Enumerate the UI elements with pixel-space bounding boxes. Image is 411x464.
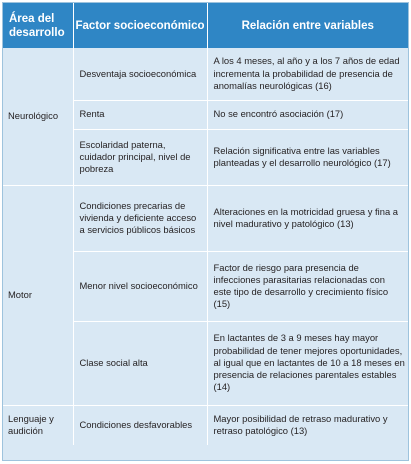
relation-cell: Factor de riesgo para presencia de infecciones parasitarias relacionadas con este tipo de desarrollo y crecimiento físico (15) [207,251,408,321]
relation-cell: Mayor posibilidad de retraso madurativo y retraso patológico (13) [213,413,388,437]
factor-cell: Condiciones desfavorables [73,405,207,445]
relation-cell: En lactantes de 3 a 9 meses hay mayor probabilidad de tener mejores oportunidades, al igual que en lactantes de 10 a 18 meses en presencia de relaciones parentales estables (14) [207,321,408,405]
relation-cell: Alteraciones en la motricidad gruesa y fina a nivel madurativo y patológico (13) [207,185,408,251]
socioeconomic-factors-table [3,3,408,445]
factor-cell: Clase social alta [73,321,207,405]
table-row [3,185,408,251]
table-row [3,405,408,445]
header-relation: Relación entre variables [207,3,408,48]
relation-cell: A los 4 meses, al año y a los 7 años de edad incrementa la probabilidad de presencia de anomalías neurológicas (16) [207,48,408,100]
relation-cell: No se encontró asociación (17) [207,100,408,129]
header-row [3,3,408,48]
header-factor: Factor socioeconómico [73,3,207,48]
area-lenguaje: Lenguaje y audición [3,405,73,445]
table-row [3,48,408,100]
header-area: Área del desarrollo [3,3,73,48]
factor-cell: Condiciones precarias de vivienda y deficiente acceso a servicios públicos básicos [73,185,207,251]
factor-cell: Renta [73,100,207,129]
factor-cell: Escolaridad paterna, cuidador principal, nivel de pobreza [73,129,207,185]
table-container [2,2,409,461]
area-motor: Motor [3,185,73,405]
factor-cell: Menor nivel socioeconómico [73,251,207,321]
area-neurologico: Neurológico [3,48,73,185]
factor-cell: Desventaja socioeconómica [73,48,207,100]
relation-cell: Relación significativa entre las variables planteadas y el desarrollo neurológico (17) [207,129,408,185]
